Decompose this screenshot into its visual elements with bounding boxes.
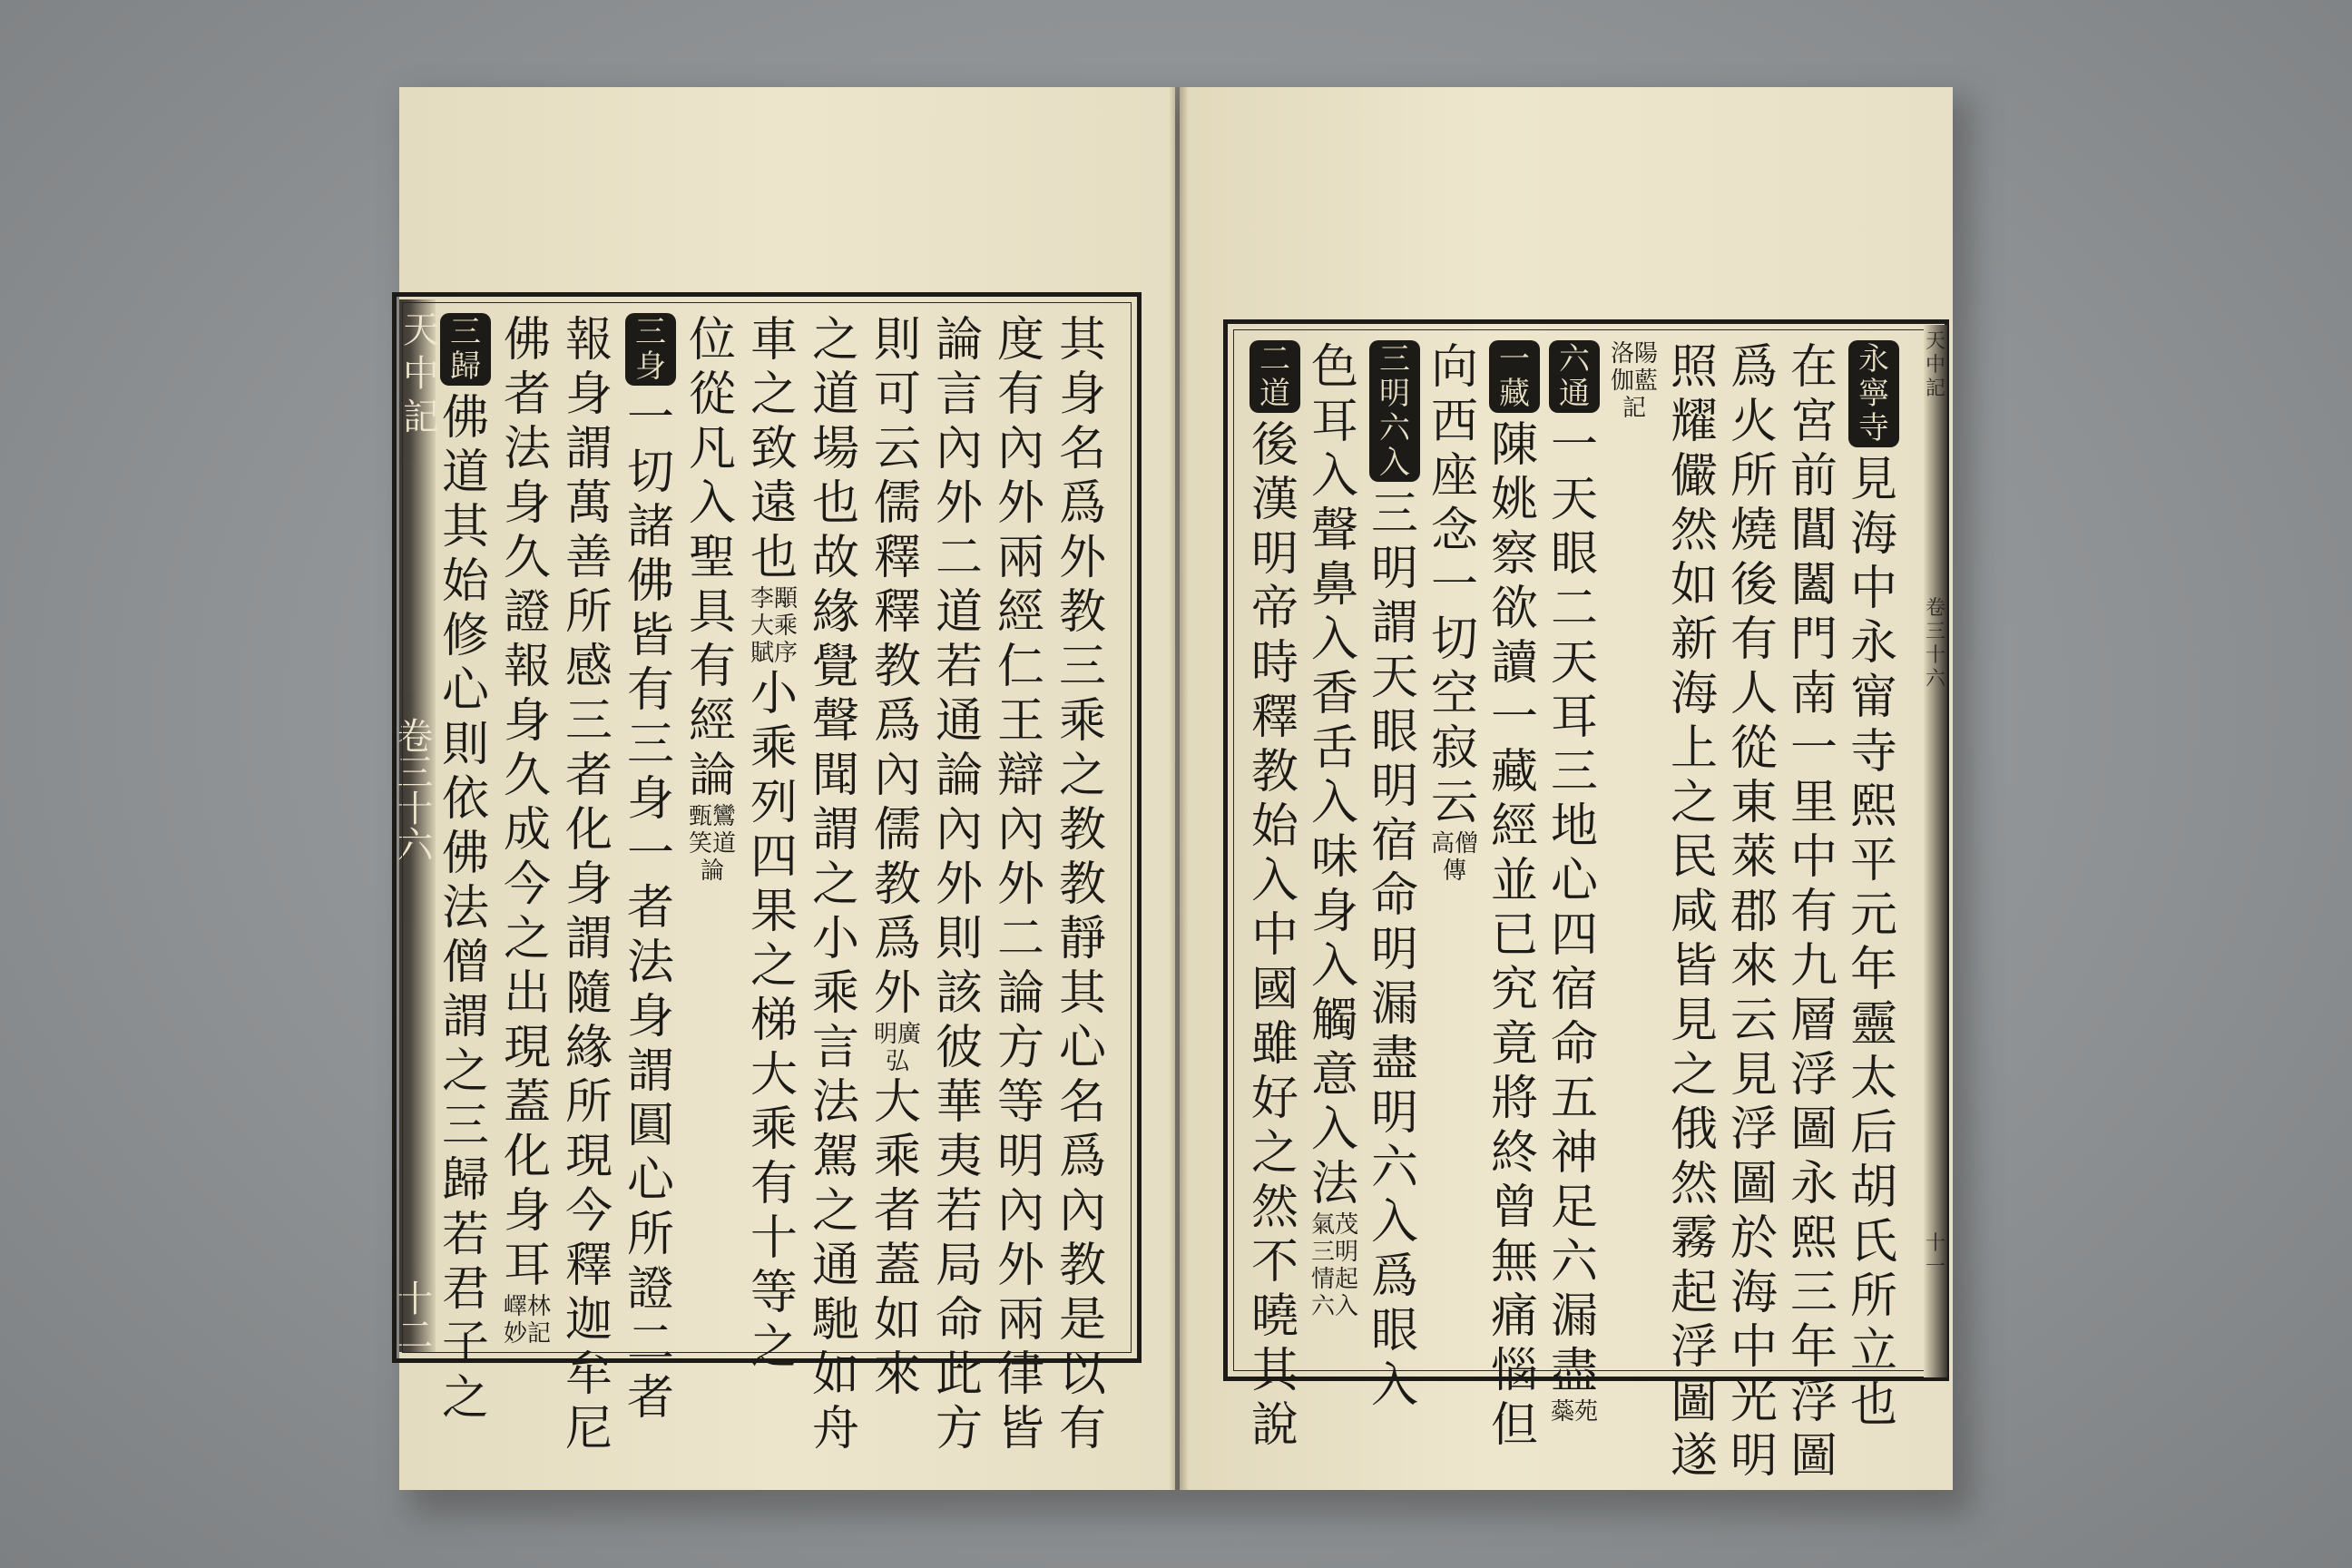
text-column: 向西座念一切空寂云 高僧傳	[1427, 340, 1482, 885]
entry-tag: 永寧寺	[1848, 340, 1899, 447]
entry-tag: 二道	[1250, 340, 1300, 413]
right-text-block	[1223, 319, 1949, 1484]
right-edge-leaf: 十一	[1925, 1232, 1945, 1279]
text-column: 度有內外兩經仁王辯內外二論方等明內外兩律皆	[996, 313, 1044, 1456]
text-column: 車之致遠也 李顒大乘賦序 小乘列四果之梯大乘有十等之	[747, 313, 801, 1375]
left-edge-leaf: 十二	[391, 1279, 433, 1352]
source-note: 蘂苑	[1550, 1398, 1598, 1426]
left-edge-volume: 卷三十六	[391, 717, 433, 862]
entry-tag: 六通	[1549, 340, 1600, 413]
text-column: 之道場也故緣覺聲聞謂之小乘言法駕之通馳如舟	[811, 313, 859, 1456]
left-edge-title: 天中記	[403, 309, 439, 438]
text-column: 其身名爲外教三乘之教教靜其心名爲內教是以有	[1058, 313, 1106, 1456]
text-column: 六通 一天眼二天耳三地心四宿命五神足六漏盡 蘂苑	[1547, 340, 1602, 1426]
text-column: 一藏 陳姚察欲讀一藏經並已究竟將終曾無痛惱但	[1490, 341, 1538, 1453]
source-note: 明廣弘	[873, 1021, 921, 1075]
text-column: 三明六入 三明謂天眼明宿命明漏盡明六入爲眼入	[1370, 341, 1418, 1413]
left-text-block	[392, 292, 1142, 1456]
entry-tag: 三歸	[440, 313, 491, 386]
source-note: 嶧林妙記	[503, 1293, 551, 1348]
text-column: 則可云儒釋釋教爲內儒教爲外 明廣弘 大乘者蓋如來	[870, 313, 925, 1402]
text-column: 佛者法身久證報身久成今之出現蓋化身耳 嶧林妙記	[500, 313, 554, 1348]
text-column: 二道 後漢明帝時釋教始入中國雖好之然不曉其說	[1250, 341, 1298, 1453]
right-edge-title: 天中記	[1925, 330, 1945, 400]
right-edge-volume: 卷三十六	[1925, 597, 1945, 691]
source-note: 氣茂三明情起六入	[1310, 1211, 1358, 1320]
entry-tag: 三明六入	[1369, 340, 1420, 482]
text-column: 在宮前閶闔門南一里中有九層浮圖永熙三年浮圖	[1789, 340, 1838, 1484]
source-note: 高僧傳	[1430, 830, 1478, 885]
text-column: 照耀儼然如新海上之民咸皆見之俄然霧起浮圖遂	[1670, 340, 1718, 1484]
text-column: 永寧寺 見海中永甯寺熙平元年靈太后胡氏所立也	[1849, 341, 1897, 1433]
source-note: 洛陽伽藍記	[1610, 340, 1658, 422]
text-column: 色耳入聲鼻入香舌入味身入觸意入法 氣茂三明情起六入	[1308, 340, 1362, 1320]
text-column	[1607, 340, 1661, 422]
text-column: 報身謂萬善所感三者化身謂隨緣所現今釋迦牟尼	[564, 313, 612, 1456]
text-column: 論言內外二道若通論內外則該彼華夷若局命此方	[935, 313, 983, 1456]
text-column: 位從凡入聖具有經論 甄鸞笑道論	[685, 313, 740, 885]
entry-tag: 三身	[625, 313, 676, 386]
source-note: 李顒大乘賦序	[750, 585, 798, 667]
text-column: 三歸 佛道其始修心則依佛法僧謂之三歸若君子之	[441, 314, 489, 1426]
right-page-fold-edge	[1924, 325, 1947, 1377]
text-column: 爲火所燒後有人從東萊郡來云見浮圖於海中光明	[1730, 340, 1778, 1484]
entry-tag: 一藏	[1489, 340, 1540, 413]
book-gutter	[1169, 87, 1189, 1490]
source-note: 甄鸞笑道論	[688, 803, 736, 885]
text-column: 三身 一切諸佛皆有三身一者法身謂圓心所證二者	[626, 314, 674, 1426]
